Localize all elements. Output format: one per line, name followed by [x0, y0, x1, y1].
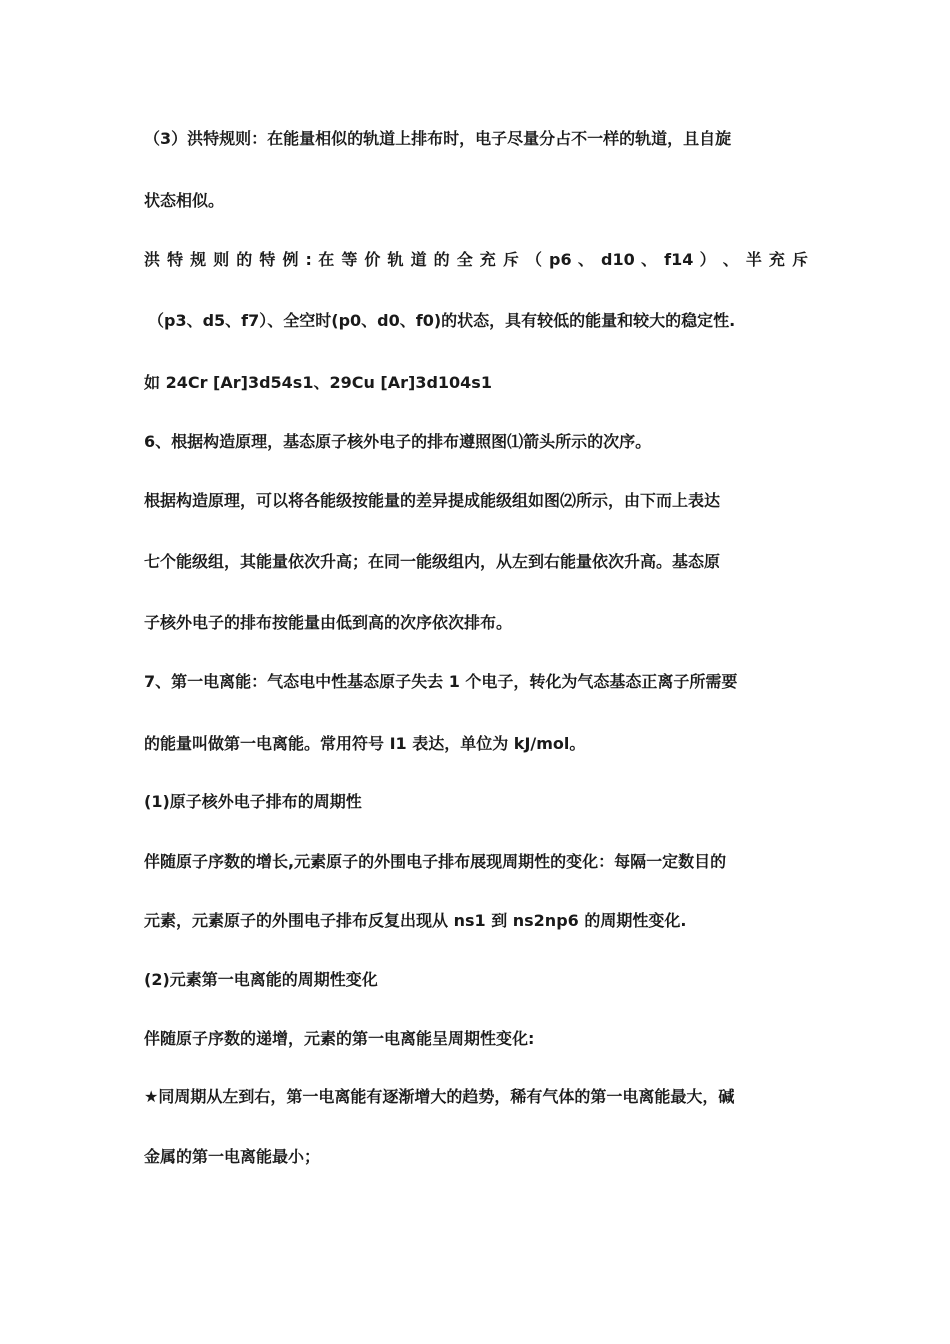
section-heading-ionization-periodicity: (2)元素第一电离能的周期性变化 — [144, 970, 378, 989]
text-line-hund-rule: （3）洪特规则：在能量相似的轨道上排布时，电子尽量分占不一样的轨道，且自旋 — [144, 129, 732, 148]
text-line-hund-rule-cont: 状态相似。 — [144, 191, 225, 210]
text-line-energy-groups-cont: 七个能级组，其能量依次升高；在同一能级组内，从左到右能量依次升高。基态原 — [144, 552, 721, 571]
text-line-ionization-periodicity: 伴随原子序数的递增，元素的第一电离能呈周期性变化: — [144, 1029, 535, 1048]
text-line-same-period-trend: ★同周期从左到右，第一电离能有逐渐增大的趋势，稀有气体的第一电离能最大，碱 — [144, 1087, 735, 1106]
text-line-energy-groups: 根据构造原理，可以将各能级按能量的差异提成能级组如图⑵所示，由下而上表达 — [144, 491, 721, 510]
text-line-first-ionization-cont: 的能量叫做第一电离能。常用符号 I1 表达，单位为 kJ/mol。 — [144, 734, 586, 753]
text-line-aufbau-principle: 6、根据构造原理，基态原子核外电子的排布遵照图⑴箭头所示的次序。 — [144, 432, 652, 451]
text-line-same-period-trend-cont: 金属的第一电离能最小； — [144, 1147, 321, 1166]
text-line-cr-cu-example: 如 24Cr [Ar]3d54s1、29Cu [Ar]3d104s1 — [144, 373, 492, 392]
text-line-hund-exception: 洪 特 规 则 的 特 例 : 在 等 价 轨 道 的 全 充 斥 （ p6 、 d10 、 f14 ） 、 半 充 斥 — [144, 250, 808, 269]
text-line-first-ionization: 7、第一电离能：气态电中性基态原子失去 1 个电子，转化为气态基态正离子所需要 — [144, 672, 738, 691]
section-heading-electron-periodicity: (1)原子核外电子排布的周期性 — [144, 792, 362, 811]
text-line-energy-groups-end: 子核外电子的排布按能量由低到高的次序依次排布。 — [144, 613, 513, 632]
text-line-hund-exception-cont: （p3、d5、f7）、全空时(p0、d0、f0)的状态，具有较低的能量和较大的稳定性. — [148, 311, 736, 330]
text-line-electron-periodicity: 伴随原子序数的增长,元素原子的外围电子排布展现周期性的变化：每隔一定数目的 — [144, 852, 727, 871]
text-line-electron-periodicity-cont: 元素，元素原子的外围电子排布反复出现从 ns1 到 ns2np6 的周期性变化. — [144, 911, 687, 930]
